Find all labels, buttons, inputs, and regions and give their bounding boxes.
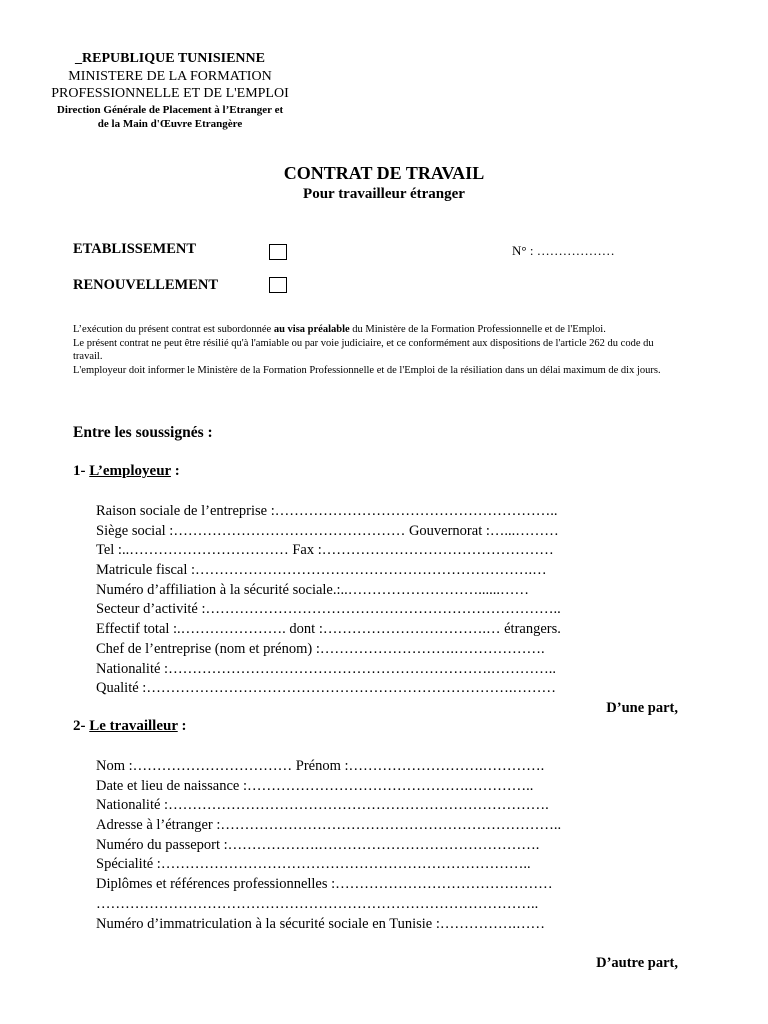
country-name: _REPUBLIQUE TUNISIENNE <box>75 51 265 66</box>
employer-heading: 1- L’employeur : <box>73 463 180 479</box>
worker-social-security-field[interactable]: Numéro d’immatriculation à la sécurité sociale en Tunisie :…………….…… <box>96 915 546 932</box>
employer-headquarters-field[interactable]: Siège social :………………………………………… Gouvernorat :…...……… <box>96 522 559 539</box>
worker-fields <box>96 757 681 934</box>
worker-name-field[interactable]: Nom :…………………………… Prénom :……………………….…………. <box>96 758 545 774</box>
establishment-checkbox[interactable] <box>269 244 287 260</box>
worker-diplomas-field[interactable]: Diplômes et références professionnelles :……………………………………… <box>96 876 553 893</box>
renewal-label: RENOUVELLEMENT <box>73 277 219 293</box>
notice-visa-paragraph: L’exécution du présent contrat est subordonnée au visa préalable du Ministère de la Formation Professionnelle et de l'Emploi. <box>73 324 606 335</box>
employer-nationality-field[interactable]: Nationalité :………………………………………………………….………….. <box>96 660 556 677</box>
employer-fields <box>96 502 681 699</box>
parties-heading: Entre les soussignés : <box>73 424 213 441</box>
worker-diplomas-continuation-field[interactable]: ……………………………………………………………………………….. <box>96 895 539 912</box>
employer-closing: D’une part, <box>606 700 678 716</box>
visa-emphasis: au visa préalable <box>273 324 350 335</box>
worker-heading: 2- Le travailleur : <box>73 718 187 734</box>
employer-phone-fax-field[interactable]: Tel :..…………………………… Fax :………………………………………… <box>96 542 554 559</box>
direction-name-line2: de la Main d'Œuvre Etrangère <box>97 118 243 131</box>
worker-foreign-address-field[interactable]: Adresse à l’étranger :…………………………………………………………….. <box>96 817 562 834</box>
worker-nationality-field[interactable]: Nationalité :……………………………………………………………………. <box>96 797 549 814</box>
worker-passport-field[interactable]: Numéro du passeport :……………….………………………………………. <box>96 836 540 853</box>
document-title-block <box>0 163 768 203</box>
employer-sector-field[interactable]: Secteur d’activité :……………………………………………………………….. <box>96 601 561 618</box>
worker-birth-field[interactable]: Date et lieu de naissance :……………………………………….………….. <box>96 777 534 794</box>
document-title: CONTRAT DE TRAVAIL <box>283 163 485 183</box>
issuer-header <box>20 51 320 131</box>
ministry-name-line1: MINISTERE DE LA FORMATION <box>68 68 272 84</box>
worker-closing: D’autre part, <box>596 955 678 971</box>
document-subtitle: Pour travailleur étranger <box>303 185 465 202</box>
direction-name-line1: Direction Générale de Placement à l’Etranger et <box>56 103 284 116</box>
employer-tax-id-field[interactable]: Matricule fiscal :…………………………………………………………….… <box>96 562 547 579</box>
employer-title-field[interactable]: Qualité :………………………………………………………………….……… <box>96 680 556 697</box>
worker-specialty-field[interactable]: Spécialité :………………………………………………………………….. <box>96 856 531 873</box>
ministry-name-line2: PROFESSIONNELLE ET DE L'EMPLOI <box>51 86 289 102</box>
renewal-checkbox[interactable] <box>269 277 287 293</box>
contract-number-field: N° : ……………… <box>512 243 615 258</box>
notice-termination-paragraph: Le présent contrat ne peut être résilié qu'à l'amiable ou par voie judiciaire, et ce conformément aux dispositions de l'article 262 du code du travail. <box>73 337 654 363</box>
employer-head-name-field[interactable]: Chef de l’entreprise (nom et prénom) :……………………….………………. <box>96 640 545 657</box>
employer-headcount-field[interactable]: Effectif total :.…………………. dont :…………………………….… étrangers. <box>96 621 561 638</box>
establishment-label: ETABLISSEMENT <box>73 241 197 257</box>
employer-company-name-field[interactable]: Raison sociale de l’entreprise :………………………………………………….. <box>96 503 558 519</box>
notice-inform-paragraph: L'employeur doit informer le Ministère de la Formation Professionnelle et de l'Emploi de la résiliation dans un délai maximum de dix jours. <box>73 364 661 376</box>
employer-social-security-field[interactable]: Numéro d’affiliation à la sécurité sociale.:..………………………......…… <box>96 581 530 598</box>
legal-notice <box>73 323 685 377</box>
